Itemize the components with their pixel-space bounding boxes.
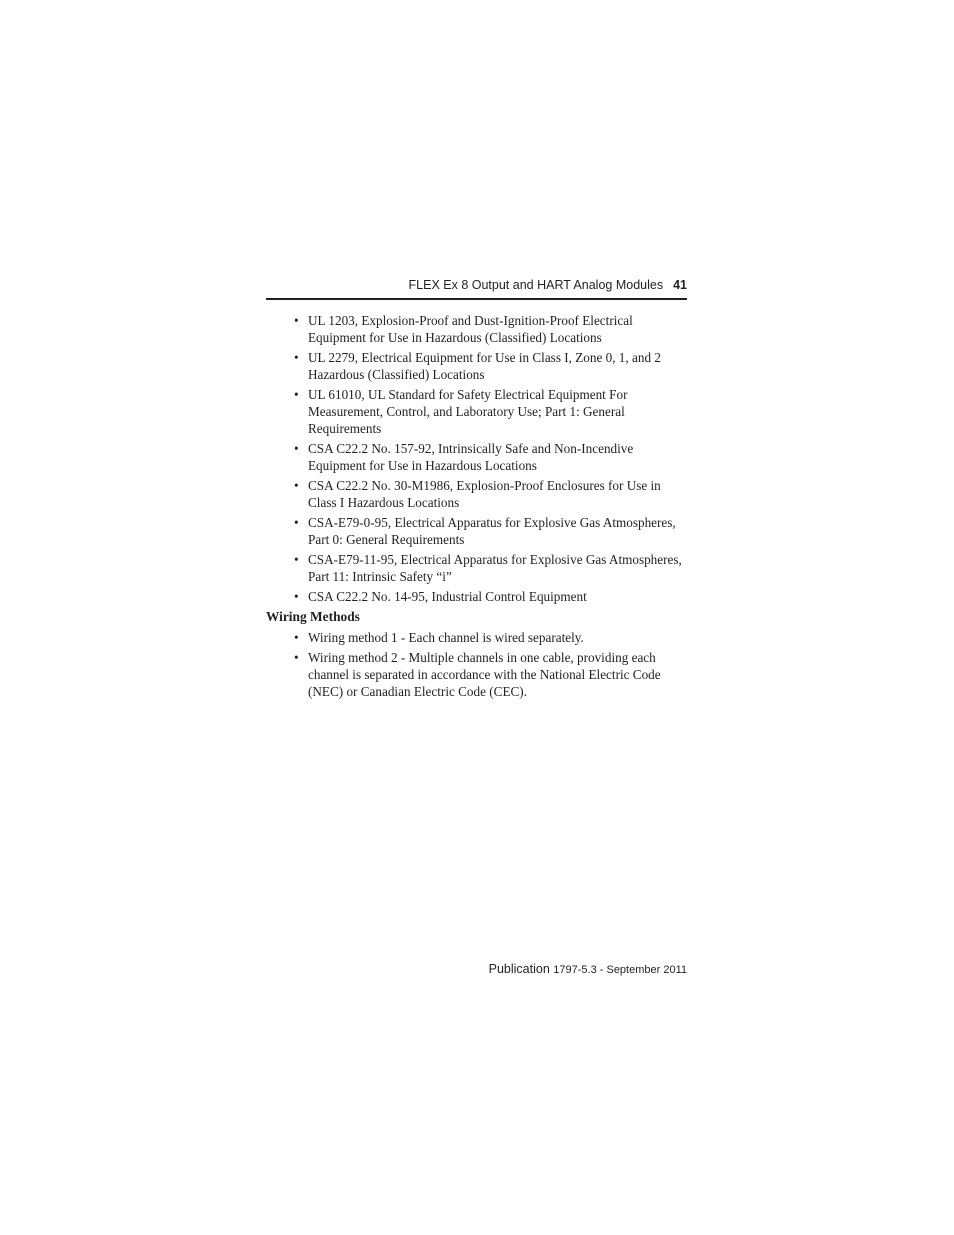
list-item — [266, 440, 687, 474]
list-item — [266, 649, 687, 700]
list-item-text: CSA C22.2 No. 14-95, Industrial Control Equipment — [308, 589, 587, 604]
bullet-icon: • — [294, 552, 299, 567]
section-heading-wiring-methods: Wiring Methods — [266, 609, 360, 624]
list-item — [266, 588, 687, 605]
standards-list — [266, 312, 687, 605]
list-item — [266, 349, 687, 383]
list-item-text: Wiring method 1 - Each channel is wired separately. — [308, 630, 584, 645]
bullet-icon: • — [294, 441, 299, 456]
page-number: 41 — [673, 278, 687, 292]
running-header — [266, 276, 687, 294]
list-item — [266, 551, 687, 585]
list-item-text: UL 1203, Explosion-Proof and Dust-Ignition-Proof Electrical Equipment for Use in Hazardous (Classified) Locations — [308, 313, 633, 345]
bullet-icon: • — [294, 350, 299, 365]
list-item — [266, 386, 687, 437]
bullet-icon: • — [294, 515, 299, 530]
page-content — [266, 312, 687, 703]
bullet-icon: • — [294, 650, 299, 665]
bullet-icon: • — [294, 313, 299, 328]
bullet-icon: • — [294, 387, 299, 402]
list-item-text: Wiring method 2 - Multiple channels in one cable, providing each channel is separated in accordance with the National Electric Code (NEC) or Canadian Electric Code (CEC). — [308, 650, 661, 699]
publication-number: 1797-5.3 - September 2011 — [553, 964, 687, 976]
list-item-text: UL 61010, UL Standard for Safety Electrical Equipment For Measurement, Control, and Laboratory Use; Part 1: General Requirements — [308, 387, 628, 436]
list-item-text: UL 2279, Electrical Equipment for Use in Class I, Zone 0, 1, and 2 Hazardous (Classified) Locations — [308, 350, 661, 382]
list-item — [266, 477, 687, 511]
list-item — [266, 514, 687, 548]
wiring-methods-list — [266, 629, 687, 700]
list-item-text: CSA-E79-11-95, Electrical Apparatus for Explosive Gas Atmospheres, Part 11: Intrinsic Safety “i” — [308, 552, 682, 584]
bullet-icon: • — [294, 589, 299, 604]
list-item-text: CSA C22.2 No. 157-92, Intrinsically Safe and Non-Incendive Equipment for Use in Hazardous Locations — [308, 441, 634, 473]
bullet-icon: • — [294, 630, 299, 645]
bullet-icon: • — [294, 478, 299, 493]
list-item — [266, 312, 687, 346]
footer-label: Publication — [488, 962, 550, 976]
page-footer — [266, 960, 687, 979]
list-item-text: CSA-E79-0-95, Electrical Apparatus for Explosive Gas Atmospheres, Part 0: General Requirements — [308, 515, 676, 547]
header-rule — [266, 298, 687, 300]
list-item-text: CSA C22.2 No. 30-M1986, Explosion-Proof Enclosures for Use in Class I Hazardous Locations — [308, 478, 661, 510]
list-item — [266, 629, 687, 646]
header-title: FLEX Ex 8 Output and HART Analog Modules — [408, 278, 664, 292]
